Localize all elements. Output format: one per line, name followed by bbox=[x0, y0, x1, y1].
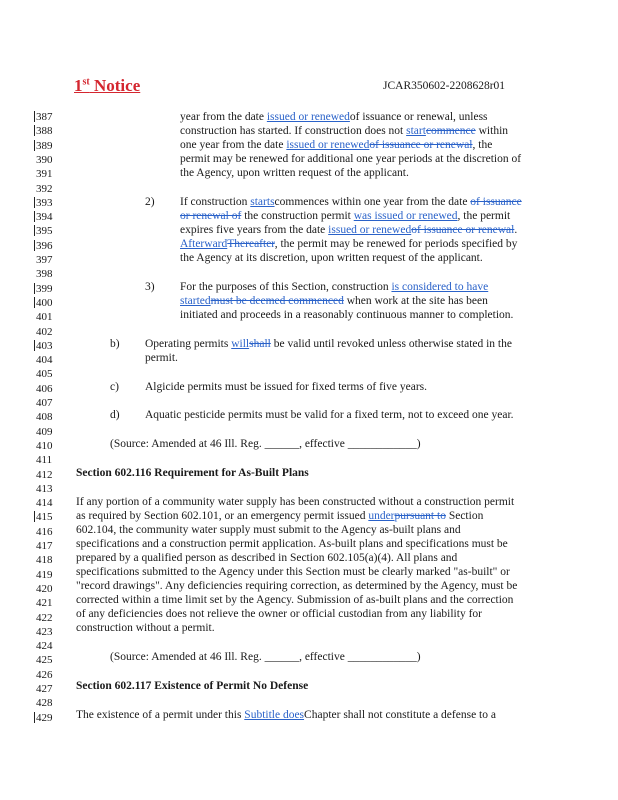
change-bar bbox=[34, 140, 35, 151]
notice-title: 1st Notice bbox=[74, 76, 141, 95]
text-line: If construction startscommences within one year from the date of issuance bbox=[180, 196, 522, 208]
line-number: 404 bbox=[36, 354, 53, 367]
text-line: permit may be renewed for additional one year periods at the discretion of bbox=[180, 153, 522, 165]
section-heading: Section 602.116 Requirement for As-Built Plans bbox=[76, 467, 309, 479]
line-number: 427 bbox=[36, 683, 53, 695]
line-number-text: 393 bbox=[36, 196, 53, 209]
line-number: 425 bbox=[36, 654, 53, 667]
line-number: 401 bbox=[36, 311, 53, 324]
line-number: 413 bbox=[36, 482, 53, 495]
line-number: 407 bbox=[36, 397, 53, 409]
change-bar bbox=[34, 283, 35, 294]
change-bar bbox=[34, 111, 35, 122]
line-number bbox=[36, 296, 58, 310]
text-line: or renewal of the construction permit was issued or renewed, the permit bbox=[180, 210, 511, 222]
change-bar bbox=[34, 125, 35, 136]
line-number-text: 429 bbox=[36, 711, 53, 724]
line-number: 419 bbox=[36, 568, 53, 581]
text-line: "record drawings". Any deficiencies requiring correction, as determined by the Agency, must be bbox=[76, 580, 518, 592]
text-line: Operating permits willshall be valid until revoked unless otherwise stated in the bbox=[145, 338, 512, 350]
line-number bbox=[36, 282, 58, 296]
text-line: prepared by a qualified person as described in Section 602.105(a)(4). All plans and bbox=[76, 552, 458, 564]
line-number: 424 bbox=[36, 640, 53, 653]
change-bar bbox=[34, 240, 35, 251]
text-line: Aquatic pesticide permits must be valid for a fixed term, not to exceed one year. bbox=[145, 409, 514, 421]
line-number: 398 bbox=[36, 268, 53, 281]
section-heading: Section 602.117 Existence of Permit No Defense bbox=[76, 680, 309, 692]
line-number: 414 bbox=[36, 497, 53, 510]
line-number-text: 394 bbox=[36, 211, 53, 224]
text-line: construction has started. If construction does not startcommence within bbox=[180, 125, 509, 137]
text-line: specifications and a construction permit application. As-built plans and specifications must be bbox=[76, 538, 508, 550]
line-number-text: 395 bbox=[36, 225, 53, 238]
document-id: JCAR350602-2208628r01 bbox=[383, 80, 506, 92]
line-number: 426 bbox=[36, 668, 53, 681]
item-label: c) bbox=[110, 381, 119, 393]
line-number bbox=[36, 339, 58, 353]
text-line: the Agency, upon written request of the applicant. bbox=[180, 167, 409, 179]
text-line: For the purposes of this Section, construction is considered to have bbox=[180, 281, 489, 293]
line-number: 406 bbox=[36, 382, 53, 395]
line-number: 428 bbox=[36, 697, 53, 710]
line-number: 423 bbox=[36, 625, 53, 638]
text-line: 602.104, the community water supply must submit to the Agency as-built plans and bbox=[76, 524, 461, 536]
line-number bbox=[36, 196, 58, 210]
line-number-text: 403 bbox=[36, 339, 53, 352]
line-number: 416 bbox=[36, 525, 53, 538]
text-line: construction without a permit. bbox=[76, 622, 215, 634]
line-number-text: 387 bbox=[36, 111, 53, 123]
line-number: 422 bbox=[36, 611, 53, 624]
line-number-text: 389 bbox=[36, 139, 53, 152]
text-line: corrected within a time limit set by the Agency. Submission of as-built plans and the correction bbox=[76, 594, 514, 606]
line-number: 390 bbox=[36, 153, 53, 166]
line-number bbox=[36, 239, 58, 253]
text-line: expires five years from the date issued or renewedof issuance or renewal. bbox=[180, 224, 518, 236]
line-number-text: 388 bbox=[36, 125, 53, 138]
text-line: startedmust be deemed commenced when work at the site has been bbox=[180, 295, 488, 307]
item-number: 2) bbox=[145, 196, 155, 208]
line-number: 402 bbox=[36, 325, 53, 338]
text-line: Algicide permits must be issued for fixed terms of five years. bbox=[145, 381, 427, 393]
change-bar bbox=[34, 340, 35, 351]
change-bar bbox=[34, 297, 35, 308]
line-number: 409 bbox=[36, 425, 53, 438]
line-number: 391 bbox=[36, 168, 53, 181]
item-label: b) bbox=[110, 338, 120, 350]
line-number bbox=[36, 224, 58, 238]
change-bar bbox=[34, 225, 35, 236]
line-number-text: 396 bbox=[36, 239, 53, 252]
line-number: 408 bbox=[36, 411, 53, 424]
line-number bbox=[36, 711, 58, 725]
item-label: d) bbox=[110, 409, 120, 421]
change-bar bbox=[34, 211, 35, 222]
text-line: permit. bbox=[145, 352, 178, 364]
line-number bbox=[36, 124, 58, 138]
text-line: The existence of a permit under this Subtitle doesChapter shall not constitute a defense to a bbox=[76, 709, 496, 721]
change-bar bbox=[34, 712, 35, 723]
text-line: as required by Section 602.101, or an emergency permit issued underpursuant to Section bbox=[76, 510, 484, 522]
line-number bbox=[36, 139, 58, 153]
line-number: 397 bbox=[36, 254, 53, 266]
line-number: 417 bbox=[36, 540, 53, 552]
text-line: AfterwardThereafter, the permit may be renewed for periods specified by bbox=[180, 238, 518, 250]
text-line: year from the date issued or renewedof issuance or renewal, unless bbox=[180, 111, 488, 123]
line-number: 420 bbox=[36, 582, 53, 595]
line-number-text: 415 bbox=[36, 511, 53, 524]
change-bar bbox=[34, 197, 35, 208]
change-bar bbox=[34, 511, 35, 522]
line-number-text: 399 bbox=[36, 282, 53, 295]
line-number: 411 bbox=[36, 454, 53, 467]
text-line: specifications submitted to the Agency under this Section must be clearly marked "as-built" or bbox=[76, 566, 510, 578]
source-note: (Source: Amended at 46 Ill. Reg. ______, effective ____________) bbox=[110, 438, 421, 450]
line-number: 418 bbox=[36, 554, 53, 567]
line-number: 392 bbox=[36, 182, 53, 195]
line-number: 405 bbox=[36, 368, 53, 381]
source-note: (Source: Amended at 46 Ill. Reg. ______, effective ____________) bbox=[110, 651, 421, 663]
text-line: of any deficiencies does not relieve the owner or official custodian from any liability for bbox=[76, 608, 482, 620]
line-number: 410 bbox=[36, 439, 53, 452]
text-line: one year from the date issued or renewedof issuance or renewal, the bbox=[180, 139, 493, 151]
line-number: 412 bbox=[36, 468, 53, 481]
line-number bbox=[36, 210, 58, 224]
line-number: 421 bbox=[36, 597, 53, 610]
text-line: If any portion of a community water supply has been constructed without a construction permit bbox=[76, 496, 515, 508]
item-number: 3) bbox=[145, 281, 155, 293]
line-number bbox=[36, 510, 58, 524]
text-line: the Agency at its discretion, upon written request of the applicant. bbox=[180, 252, 483, 264]
line-number-text: 400 bbox=[36, 296, 53, 309]
text-line: initiated and proceeds in a reasonably continuous manner to completion. bbox=[180, 309, 514, 321]
line-number bbox=[36, 110, 58, 124]
